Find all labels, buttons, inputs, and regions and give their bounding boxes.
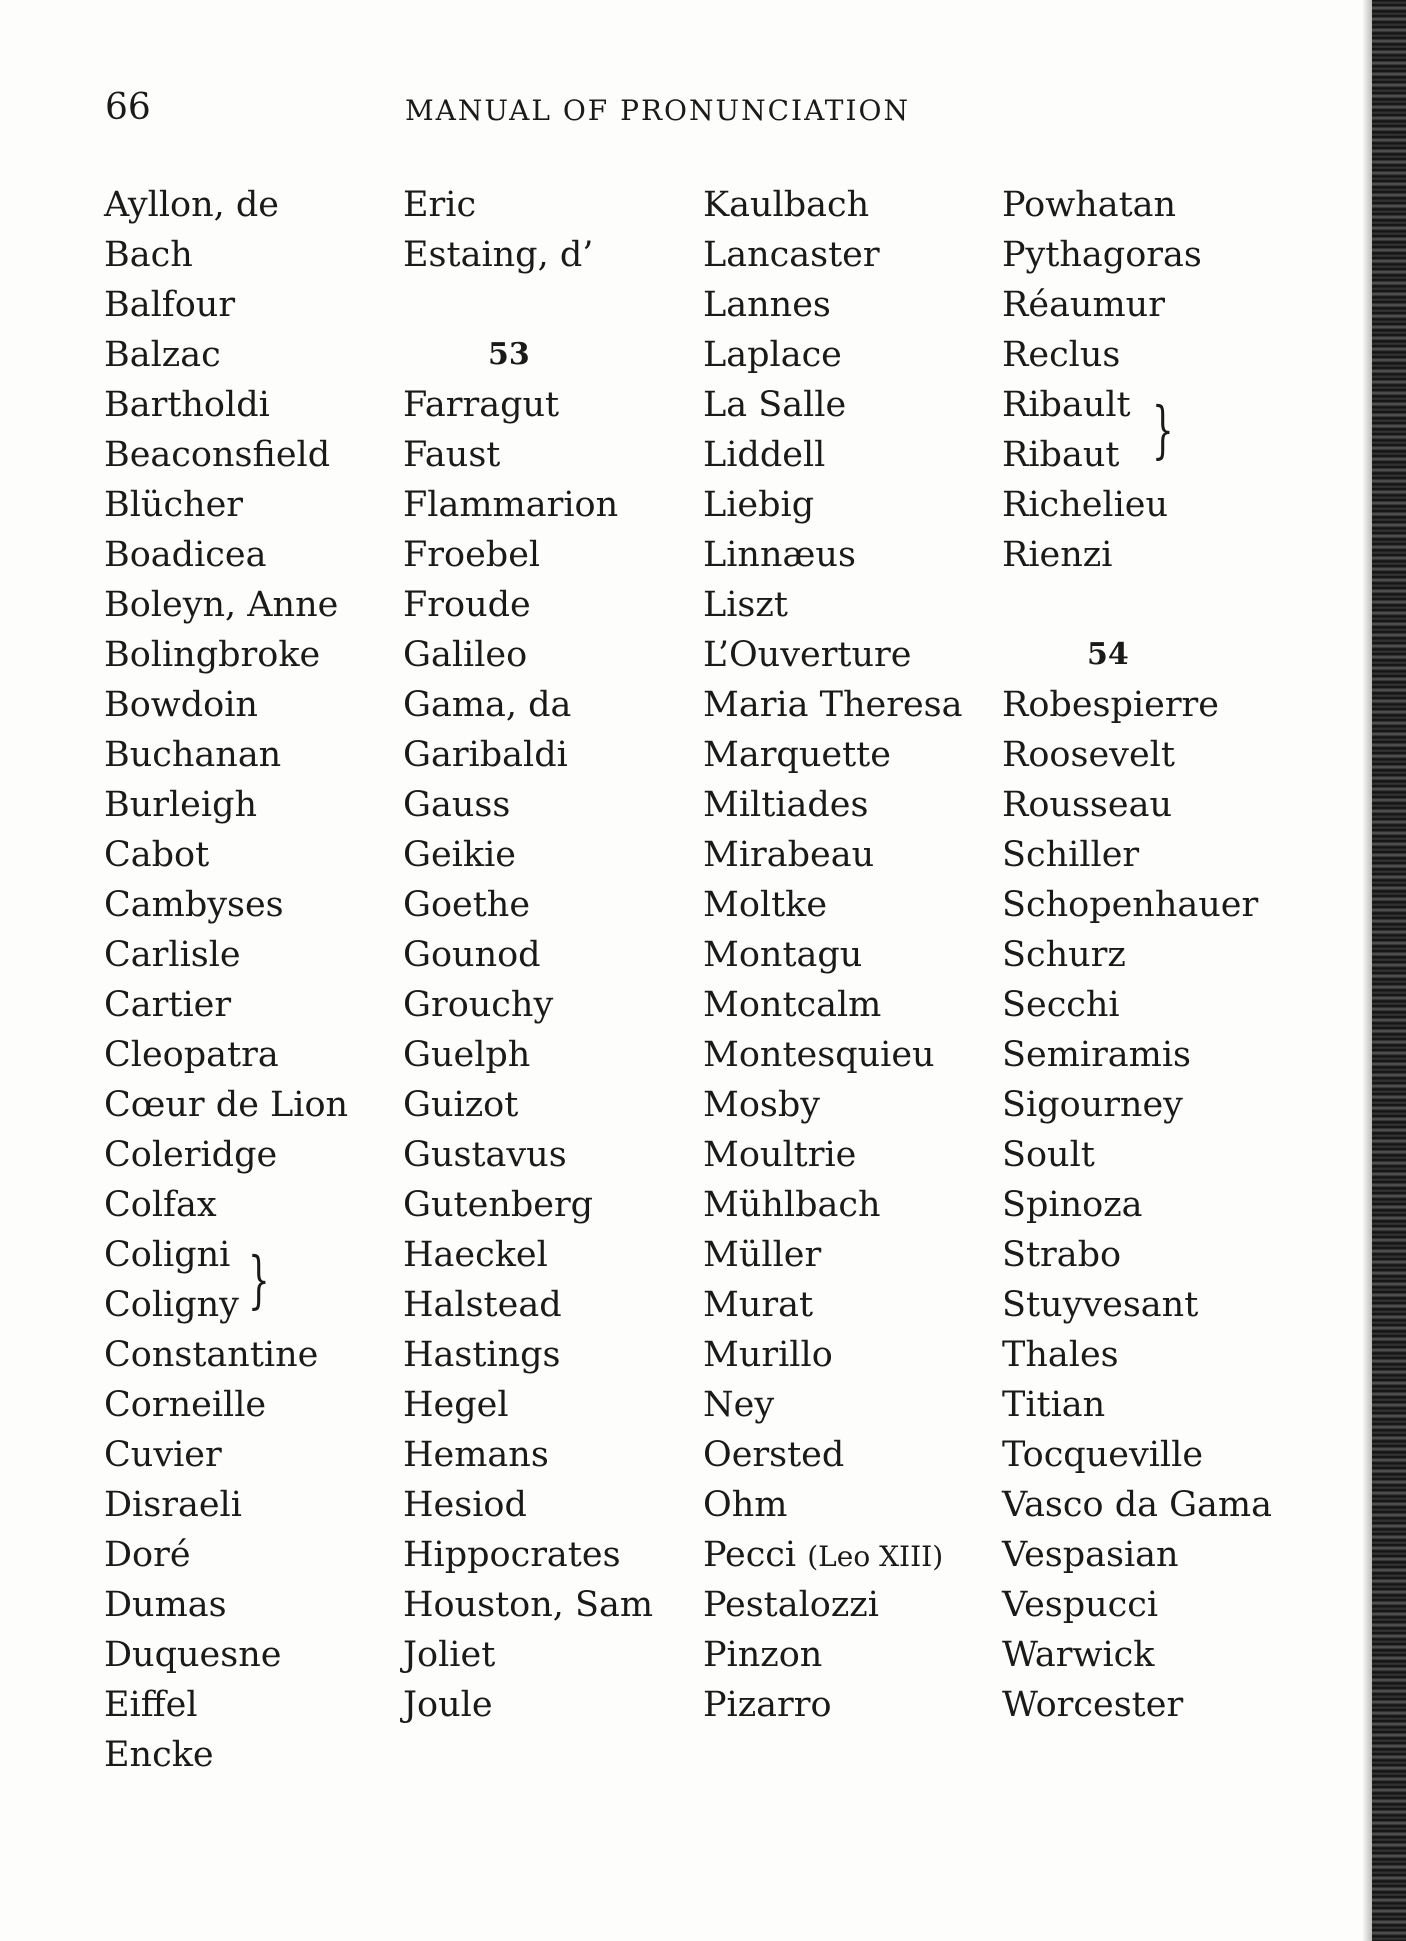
list-item: Montcalm	[703, 985, 882, 1025]
column-4	[1002, 180, 1302, 1730]
list-item: Pizarro	[703, 1685, 832, 1725]
column-3	[703, 180, 1003, 1730]
variant-brace: }	[1152, 393, 1174, 466]
list-item: Dumas	[104, 1585, 227, 1625]
list-item: Sigourney	[1002, 1085, 1183, 1125]
list-item: Worcester	[1002, 1685, 1184, 1725]
list-item: Joule	[403, 1685, 493, 1725]
list-item: Bach	[104, 235, 193, 275]
list-item-label: Coligni	[104, 1235, 231, 1275]
list-item: Cartier	[104, 985, 232, 1025]
list-item: Carlisle	[104, 935, 241, 975]
list-item: La Salle	[703, 385, 847, 425]
list-item: Secchi	[1002, 985, 1120, 1025]
list-item: Lancaster	[703, 235, 880, 275]
list-item: Boleyn, Anne	[104, 585, 339, 625]
list-item: Froebel	[403, 535, 541, 575]
list-item: Gama, da	[403, 685, 572, 725]
list-spacer	[403, 280, 703, 330]
list-item: Eiffel	[104, 1685, 198, 1725]
list-item: Eric	[403, 185, 477, 225]
list-item: Titian	[1002, 1385, 1106, 1425]
page-binding-edge	[1372, 0, 1406, 1941]
list-item: Cabot	[104, 835, 210, 875]
column-2	[403, 180, 703, 1730]
section-number: 54	[1087, 637, 1129, 672]
list-item: Gutenberg	[403, 1185, 594, 1225]
list-item: Semiramis	[1002, 1035, 1192, 1075]
list-item: Disraeli	[104, 1485, 242, 1525]
list-item: Galileo	[403, 635, 528, 675]
name-list	[0, 180, 1370, 1780]
list-item: Ohm	[703, 1485, 788, 1525]
list-item: Vasco da Gama	[1002, 1485, 1272, 1525]
list-item: Schiller	[1002, 835, 1140, 875]
list-item: Buchanan	[104, 735, 282, 775]
list-item: Blücher	[104, 485, 244, 525]
list-item: Bowdoin	[104, 685, 258, 725]
list-item: Encke	[104, 1735, 214, 1775]
list-item: Coligny	[104, 1285, 239, 1325]
list-item: Houston, Sam	[403, 1585, 654, 1625]
list-item: L’Ouverture	[703, 635, 912, 675]
list-item: Duquesne	[104, 1635, 282, 1675]
page-number: 66	[105, 87, 151, 128]
list-item: Laplace	[703, 335, 842, 375]
list-item: Liszt	[703, 585, 788, 625]
list-item: Gustavus	[403, 1135, 567, 1175]
list-item: Faust	[403, 435, 501, 475]
list-item: Mirabeau	[703, 835, 875, 875]
list-item-label: Pecci	[703, 1535, 797, 1575]
list-item: Cleopatra	[104, 1035, 279, 1075]
list-item: Schurz	[1002, 935, 1126, 975]
list-item: Ney	[703, 1385, 775, 1425]
list-item: Montagu	[703, 935, 863, 975]
list-item: Kaulbach	[703, 185, 870, 225]
list-item: Doré	[104, 1535, 191, 1575]
list-item: Murat	[703, 1285, 814, 1325]
list-item: Burleigh	[104, 785, 258, 825]
list-item-label: Ribault	[1002, 385, 1131, 425]
list-item: Estaing, d’	[403, 235, 594, 275]
list-item: Cambyses	[104, 885, 284, 925]
list-item: Müller	[703, 1235, 822, 1275]
list-item: Montesquieu	[703, 1035, 935, 1075]
column-1	[104, 180, 404, 1780]
list-item: Bartholdi	[104, 385, 270, 425]
list-item: Liebig	[703, 485, 815, 525]
list-item: Thales	[1002, 1335, 1119, 1375]
list-item: Reclus	[1002, 335, 1121, 375]
list-item: Spinoza	[1002, 1185, 1143, 1225]
list-item: Mühlbach	[703, 1185, 881, 1225]
list-item: Balfour	[104, 285, 236, 325]
list-item: Beaconsfield	[104, 435, 331, 475]
list-item: Ayllon, de	[104, 185, 279, 225]
list-item: Joliet	[403, 1635, 496, 1675]
list-item: Richelieu	[1002, 485, 1169, 525]
list-item: Liddell	[703, 435, 826, 475]
list-item: Guizot	[403, 1085, 519, 1125]
list-item: Oersted	[703, 1435, 845, 1475]
list-item: Cuvier	[104, 1435, 222, 1475]
list-item: Froude	[403, 585, 531, 625]
list-item: Linnæus	[703, 535, 856, 575]
list-item-note: (Leo XIII)	[807, 1540, 944, 1573]
running-head: MANUAL OF PRONUNCIATION	[405, 94, 910, 127]
list-item: Hegel	[403, 1385, 509, 1425]
list-item: Constantine	[104, 1335, 319, 1375]
list-item: Hastings	[403, 1335, 561, 1375]
list-item: Cœur de Lion	[104, 1085, 349, 1125]
list-item: Stuyvesant	[1002, 1285, 1199, 1325]
list-item: Robespierre	[1002, 685, 1219, 725]
list-item: Roosevelt	[1002, 735, 1175, 775]
list-item: Garibaldi	[403, 735, 568, 775]
list-item: Flammarion	[403, 485, 619, 525]
list-item: Marquette	[703, 735, 891, 775]
list-item: Moultrie	[703, 1135, 857, 1175]
list-item: Strabo	[1002, 1235, 1122, 1275]
list-item: Miltiades	[703, 785, 869, 825]
list-item: Moltke	[703, 885, 828, 925]
list-spacer	[1002, 580, 1302, 630]
list-item	[703, 1530, 1003, 1580]
list-item: Pythagoras	[1002, 235, 1202, 275]
list-item: Schopenhauer	[1002, 885, 1259, 925]
list-item: Réaumur	[1002, 285, 1165, 325]
list-item: Lannes	[703, 285, 831, 325]
list-item: Warwick	[1002, 1635, 1155, 1675]
list-item: Halstead	[403, 1285, 562, 1325]
list-item: Grouchy	[403, 985, 554, 1025]
list-item: Corneille	[104, 1385, 267, 1425]
list-item: Hesiod	[403, 1485, 527, 1525]
list-item: Soult	[1002, 1135, 1095, 1175]
list-item: Rousseau	[1002, 785, 1173, 825]
list-item: Maria Theresa	[703, 685, 963, 725]
list-item: Goethe	[403, 885, 531, 925]
list-item: Coleridge	[104, 1135, 278, 1175]
list-item: Vespasian	[1002, 1535, 1179, 1575]
list-item: Gounod	[403, 935, 541, 975]
list-item: Powhatan	[1002, 185, 1177, 225]
list-item: Colfax	[104, 1185, 217, 1225]
list-item: Geikie	[403, 835, 516, 875]
list-item: Pestalozzi	[703, 1585, 879, 1625]
list-item: Ribaut	[1002, 435, 1120, 475]
list-item: Gauss	[403, 785, 511, 825]
list-item: Tocqueville	[1002, 1435, 1204, 1475]
list-item: Boadicea	[104, 535, 267, 575]
list-item: Rienzi	[1002, 535, 1113, 575]
list-item: Farragut	[403, 385, 560, 425]
section-number: 53	[488, 337, 530, 372]
list-item: Hippocrates	[403, 1535, 621, 1575]
list-item: Bolingbroke	[104, 635, 321, 675]
list-item: Vespucci	[1002, 1585, 1159, 1625]
list-item: Hemans	[403, 1435, 549, 1475]
variant-brace: }	[248, 1243, 270, 1316]
list-item: Murillo	[703, 1335, 833, 1375]
list-item: Pinzon	[703, 1635, 823, 1675]
list-item: Guelph	[403, 1035, 531, 1075]
list-item: Balzac	[104, 335, 221, 375]
list-item: Haeckel	[403, 1235, 548, 1275]
list-item: Mosby	[703, 1085, 821, 1125]
